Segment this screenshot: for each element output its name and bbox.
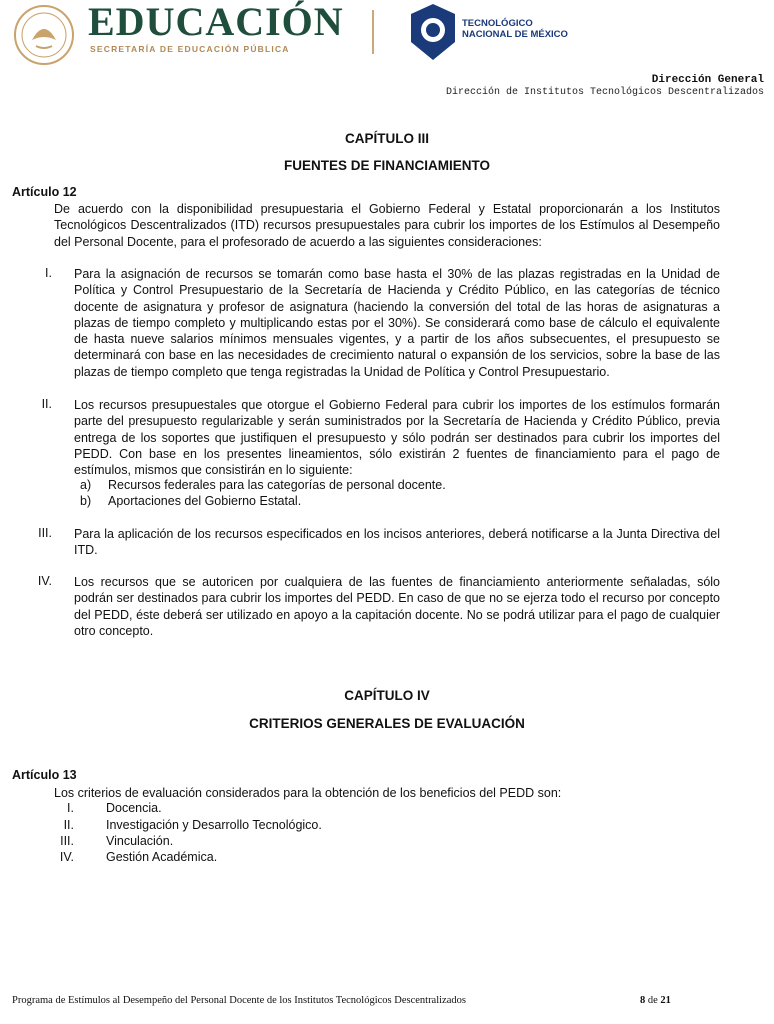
subitem-text: Recursos federales para las categorías de personal docente. xyxy=(108,478,446,492)
criteria-text: Gestión Académica. xyxy=(106,850,218,864)
mexico-coat-of-arms-seal xyxy=(10,4,78,66)
page-of: de xyxy=(647,995,658,1006)
brand-title: EDUCACIÓN xyxy=(88,0,344,44)
article13-intro: Los criterios de evaluación considerados para la obtención de los beneficios del PEDD son: xyxy=(54,786,562,800)
criteria-number: II. xyxy=(63,818,74,832)
item-number: I. xyxy=(45,266,52,280)
item-text: Los recursos que se autoricen por cualquiera de las fuentes de financiamiento anteriormente señaladas, sólo podrán ser destinados para cubrir los importes del PEDD. En caso de que no se ejerza todo el recurso por concepto del PEDD, éste deberá ser utilizado en apoyo a la capitación docente. No se podrá utilizar para el pago de cualquier otro concepto. xyxy=(74,575,720,638)
item-number: II. xyxy=(41,397,52,411)
item-number: III. xyxy=(38,526,52,540)
item-text: Para la aplicación de los recursos especificados en los incisos anteriores, deberá notificarse a la Junta Directiva del ITD. xyxy=(74,527,720,558)
tecnm-line2: NACIONAL DE MÉXICO xyxy=(462,29,568,40)
article13-heading: Artículo 13 xyxy=(12,768,77,782)
chapter4-subtitle: CRITERIOS GENERALES DE EVALUACIÓN xyxy=(249,716,525,731)
page-current: 8 xyxy=(640,995,646,1006)
brand-subtitle: SECRETARÍA DE EDUCACIÓN PÚBLICA xyxy=(90,44,290,54)
tecnm-line1: TECNOLÓGICO xyxy=(462,18,533,29)
subitem-letter: a) xyxy=(80,478,92,492)
header-divider xyxy=(372,10,374,54)
item-text: Los recursos presupuestales que otorgue el Gobierno Federal para cubrir los importes de los estímulos formarán parte del presupuesto regularizable y serán suministrados por la Secretaría de Hacienda y Crédito Público, previa entrega de los soportes que justifiquen el presupuesto y sólo podrán ser destinados para cubrir los importes del PEDD. Con base en los presentes lineamientos, sólo existirán 2 fuentes de financiamiento para el pago de estímulos, mismos que consistirán en lo siguiente: xyxy=(74,398,720,478)
criteria-number: III. xyxy=(60,834,74,848)
direccion-general: Dirección General xyxy=(651,74,764,86)
tecnm-logo-icon xyxy=(407,2,459,62)
chapter3-title: CAPÍTULO III xyxy=(345,131,429,146)
footer-program: Programa de Estímulos al Desempeño del Personal Docente de los Institutos Tecnológicos Descentralizados xyxy=(12,995,466,1006)
chapter4-title: CAPÍTULO IV xyxy=(344,688,430,703)
criteria-number: I. xyxy=(67,801,74,815)
criteria-number: IV. xyxy=(59,850,74,864)
item-text: Para la asignación de recursos se tomarán como base hasta el 30% de las plazas registradas en la Unidad de Política y Control Presupuestario de la Secretaría de Hacienda y Crédito Público, en las categorías de técnico docente de asignatura y profesor de asignatura (haciendo la conversión del total de las horas de asignaturas a plazas de tiempo completo y multiplicando estas por el 30%). Se considerará como base de cálculo el equivalente de hasta nueve salarios mínimos mensuales vigentes, y a partir de los años subsecuentes, el presupuesto se determinará con base en las necesidades de crecimiento natural o expansión de los servicios, sobre la base de las plazas de tiempo completo que tenga registradas la Unidad de Política y Control Presupuestario. xyxy=(74,267,720,379)
chapter3-subtitle: FUENTES DE FINANCIAMIENTO xyxy=(283,158,490,173)
criteria-text: Vinculación. xyxy=(106,834,174,848)
page-number xyxy=(640,995,671,1006)
item-number: IV. xyxy=(37,574,52,588)
subitem-letter: b) xyxy=(80,494,92,508)
criteria-text: Investigación y Desarrollo Tecnológico. xyxy=(106,818,322,832)
article12-heading: Artículo 12 xyxy=(12,185,77,199)
subitem-text: Aportaciones del Gobierno Estatal. xyxy=(108,494,302,508)
criteria-text: Docencia. xyxy=(106,801,162,815)
page-total: 21 xyxy=(660,995,671,1006)
article12-intro: De acuerdo con la disponibilidad presupuestaria el Gobierno Federal y Estatal proporcionarán a los Institutos Tecnológicos Descentralizados (ITD) recursos presupuestales para cubrir los importes de los Estímulos al Desempeño del Personal Docente, para el profesorado de acuerdo a las siguientes consideraciones: xyxy=(54,202,720,249)
direccion-itd: Dirección de Institutos Tecnológicos Descentralizados xyxy=(445,87,764,98)
tecnm-name xyxy=(462,18,568,40)
